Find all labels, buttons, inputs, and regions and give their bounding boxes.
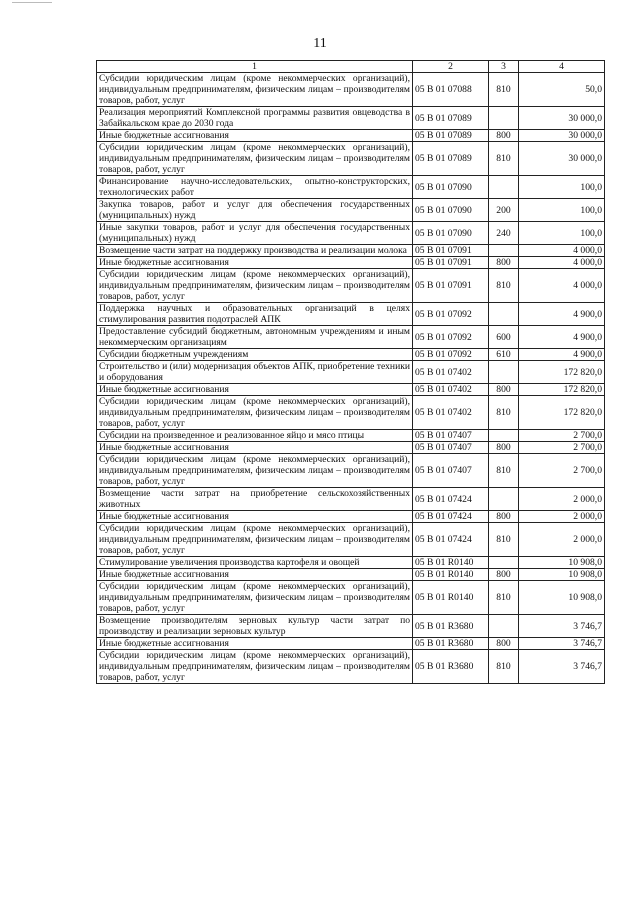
table-row [97, 650, 605, 684]
row-code-cell: 05 В 01 07090 [413, 199, 489, 222]
row-type-cell: 810 [489, 396, 519, 430]
row-name-cell: Иные бюджетные ассигнования [97, 130, 413, 142]
row-amount-cell: 100,0 [519, 199, 605, 222]
row-type-cell: 800 [489, 257, 519, 269]
row-name-cell: Иные бюджетные ассигнования [97, 638, 413, 650]
row-type-cell: 810 [489, 269, 519, 303]
table-row [97, 303, 605, 326]
table-row [97, 523, 605, 557]
scan-artifact [12, 2, 52, 3]
column-header-type: 3 [489, 61, 519, 73]
row-type-cell: 810 [489, 581, 519, 615]
row-name-cell: Реализация мероприятий Комплексной программы развития овцеводства в Забайкальском крае до 2030 года [97, 107, 413, 130]
row-type-cell [489, 176, 519, 199]
table-row [97, 269, 605, 303]
row-name-cell: Возмещение производителям зерновых культур части затрат по производству и реализации зерновых культур [97, 615, 413, 638]
row-type-cell: 610 [489, 349, 519, 361]
table-row [97, 430, 605, 442]
row-code-cell: 05 В 01 07424 [413, 511, 489, 523]
row-amount-cell: 4 000,0 [519, 257, 605, 269]
row-code-cell: 05 В 01 07092 [413, 326, 489, 349]
row-name-cell: Поддержка научных и образовательных организаций в целях стимулирования развития подотраслей АПК [97, 303, 413, 326]
row-type-cell: 800 [489, 569, 519, 581]
row-code-cell: 05 В 01 07090 [413, 222, 489, 245]
row-code-cell: 05 В 01 07090 [413, 176, 489, 199]
row-amount-cell: 100,0 [519, 222, 605, 245]
table-row [97, 107, 605, 130]
row-amount-cell: 50,0 [519, 73, 605, 107]
row-type-cell: 800 [489, 638, 519, 650]
row-type-cell: 800 [489, 511, 519, 523]
row-code-cell: 05 В 01 R3680 [413, 650, 489, 684]
row-code-cell: 05 В 01 07089 [413, 107, 489, 130]
row-amount-cell: 2 000,0 [519, 488, 605, 511]
row-name-cell: Субсидии юридическим лицам (кроме некоммерческих организаций), индивидуальным предпринимателям, физическим лицам – производителям товаров, работ, услуг [97, 581, 413, 615]
row-amount-cell: 4 900,0 [519, 326, 605, 349]
row-name-cell: Иные бюджетные ассигнования [97, 569, 413, 581]
row-type-cell: 810 [489, 523, 519, 557]
row-amount-cell: 172 820,0 [519, 396, 605, 430]
row-name-cell: Стимулирование увеличения производства картофеля и овощей [97, 557, 413, 569]
row-type-cell: 810 [489, 142, 519, 176]
row-name-cell: Иные закупки товаров, работ и услуг для обеспечения государственных (муниципальных) нужд [97, 222, 413, 245]
row-name-cell: Иные бюджетные ассигнования [97, 442, 413, 454]
row-type-cell: 800 [489, 442, 519, 454]
row-type-cell [489, 430, 519, 442]
row-code-cell: 05 В 01 07424 [413, 523, 489, 557]
row-code-cell: 05 В 01 07089 [413, 130, 489, 142]
table-row [97, 222, 605, 245]
row-name-cell: Субсидии юридическим лицам (кроме некоммерческих организаций), индивидуальным предпринимателям, физическим лицам – производителям товаров, работ, услуг [97, 73, 413, 107]
row-name-cell: Иные бюджетные ассигнования [97, 384, 413, 396]
row-name-cell: Субсидии юридическим лицам (кроме некоммерческих организаций), индивидуальным предпринимателям, физическим лицам – производителям товаров, работ, услуг [97, 142, 413, 176]
row-name-cell: Возмещение части затрат на приобретение сельскохозяйственных животных [97, 488, 413, 511]
row-name-cell: Субсидии юридическим лицам (кроме некоммерческих организаций), индивидуальным предпринимателям, физическим лицам – производителям товаров, работ, услуг [97, 523, 413, 557]
row-amount-cell: 4 900,0 [519, 303, 605, 326]
row-amount-cell: 2 000,0 [519, 523, 605, 557]
row-code-cell: 05 В 01 R3680 [413, 638, 489, 650]
table-row [97, 569, 605, 581]
row-name-cell: Иные бюджетные ассигнования [97, 257, 413, 269]
row-amount-cell: 10 908,0 [519, 569, 605, 581]
row-amount-cell: 172 820,0 [519, 384, 605, 396]
row-code-cell: 05 В 01 07092 [413, 349, 489, 361]
row-type-cell [489, 361, 519, 384]
table-row [97, 488, 605, 511]
row-name-cell: Иные бюджетные ассигнования [97, 511, 413, 523]
row-amount-cell: 2 700,0 [519, 430, 605, 442]
row-name-cell: Возмещение части затрат на поддержку производства и реализации молока [97, 245, 413, 257]
row-type-cell [489, 615, 519, 638]
row-code-cell: 05 В 01 07091 [413, 257, 489, 269]
row-code-cell: 05 В 01 R0140 [413, 581, 489, 615]
row-code-cell: 05 В 01 07402 [413, 361, 489, 384]
row-amount-cell: 3 746,7 [519, 638, 605, 650]
row-amount-cell: 2 700,0 [519, 442, 605, 454]
column-header-name: 1 [97, 61, 413, 73]
row-type-cell [489, 107, 519, 130]
row-type-cell: 800 [489, 130, 519, 142]
table-row [97, 130, 605, 142]
row-amount-cell: 10 908,0 [519, 581, 605, 615]
table-header-row [97, 61, 605, 73]
row-code-cell: 05 В 01 07407 [413, 454, 489, 488]
row-code-cell: 05 В 01 07089 [413, 142, 489, 176]
row-code-cell: 05 В 01 07407 [413, 442, 489, 454]
table-row [97, 245, 605, 257]
column-header-amount: 4 [519, 61, 605, 73]
table-row [97, 326, 605, 349]
budget-table [96, 60, 605, 684]
row-code-cell: 05 В 01 07402 [413, 396, 489, 430]
table-row [97, 396, 605, 430]
row-amount-cell: 4 000,0 [519, 245, 605, 257]
row-amount-cell: 3 746,7 [519, 615, 605, 638]
row-name-cell: Субсидии юридическим лицам (кроме некоммерческих организаций), индивидуальным предпринимателям, физическим лицам – производителям товаров, работ, услуг [97, 650, 413, 684]
row-type-cell: 810 [489, 650, 519, 684]
table-row [97, 73, 605, 107]
row-amount-cell: 30 000,0 [519, 107, 605, 130]
row-name-cell: Строительство и (или) модернизация объектов АПК, приобретение техники и оборудования [97, 361, 413, 384]
row-type-cell [489, 303, 519, 326]
row-name-cell: Субсидии бюджетным учреждениям [97, 349, 413, 361]
row-code-cell: 05 В 01 07402 [413, 384, 489, 396]
row-type-cell: 240 [489, 222, 519, 245]
row-amount-cell: 172 820,0 [519, 361, 605, 384]
table-row [97, 557, 605, 569]
row-name-cell: Финансирование научно-исследовательских, опытно-конструкторских, технологических работ [97, 176, 413, 199]
table-row [97, 442, 605, 454]
page-number: 11 [313, 36, 327, 51]
row-amount-cell: 10 908,0 [519, 557, 605, 569]
row-name-cell: Предоставление субсидий бюджетным, автономным учреждениям и иным некоммерческим организациям [97, 326, 413, 349]
row-code-cell: 05 В 01 07407 [413, 430, 489, 442]
row-name-cell: Субсидии юридическим лицам (кроме некоммерческих организаций), индивидуальным предпринимателям, физическим лицам – производителям товаров, работ, услуг [97, 396, 413, 430]
table-body [97, 73, 605, 684]
row-code-cell: 05 В 01 R0140 [413, 569, 489, 581]
row-type-cell [489, 557, 519, 569]
column-header-code: 2 [413, 61, 489, 73]
row-amount-cell: 100,0 [519, 176, 605, 199]
row-amount-cell: 2 700,0 [519, 454, 605, 488]
row-amount-cell: 4 000,0 [519, 269, 605, 303]
table-row [97, 615, 605, 638]
row-code-cell: 05 В 01 07088 [413, 73, 489, 107]
table-row [97, 454, 605, 488]
table-row [97, 511, 605, 523]
row-amount-cell: 30 000,0 [519, 130, 605, 142]
row-code-cell: 05 В 01 R3680 [413, 615, 489, 638]
table-row [97, 349, 605, 361]
row-type-cell: 200 [489, 199, 519, 222]
row-code-cell: 05 В 01 07091 [413, 245, 489, 257]
table-row [97, 361, 605, 384]
row-name-cell: Субсидии юридическим лицам (кроме некоммерческих организаций), индивидуальным предпринимателям, физическим лицам – производителям товаров, работ, услуг [97, 269, 413, 303]
table-row [97, 257, 605, 269]
table-row [97, 638, 605, 650]
row-name-cell: Субсидии на произведенное и реализованное яйцо и мясо птицы [97, 430, 413, 442]
row-type-cell: 600 [489, 326, 519, 349]
row-name-cell: Закупка товаров, работ и услуг для обеспечения государственных (муниципальных) нужд [97, 199, 413, 222]
row-code-cell: 05 В 01 07424 [413, 488, 489, 511]
row-code-cell: 05 В 01 07091 [413, 269, 489, 303]
row-name-cell: Субсидии юридическим лицам (кроме некоммерческих организаций), индивидуальным предпринимателям, физическим лицам – производителям товаров, работ, услуг [97, 454, 413, 488]
row-type-cell: 810 [489, 73, 519, 107]
row-type-cell [489, 488, 519, 511]
row-code-cell: 05 В 01 07092 [413, 303, 489, 326]
table-row [97, 199, 605, 222]
row-type-cell: 800 [489, 384, 519, 396]
row-amount-cell: 4 900,0 [519, 349, 605, 361]
row-type-cell [489, 245, 519, 257]
row-amount-cell: 30 000,0 [519, 142, 605, 176]
row-type-cell: 810 [489, 454, 519, 488]
row-code-cell: 05 В 01 R0140 [413, 557, 489, 569]
table-row [97, 581, 605, 615]
row-amount-cell: 2 000,0 [519, 511, 605, 523]
table-row [97, 384, 605, 396]
table-row [97, 176, 605, 199]
table-row [97, 142, 605, 176]
row-amount-cell: 3 746,7 [519, 650, 605, 684]
